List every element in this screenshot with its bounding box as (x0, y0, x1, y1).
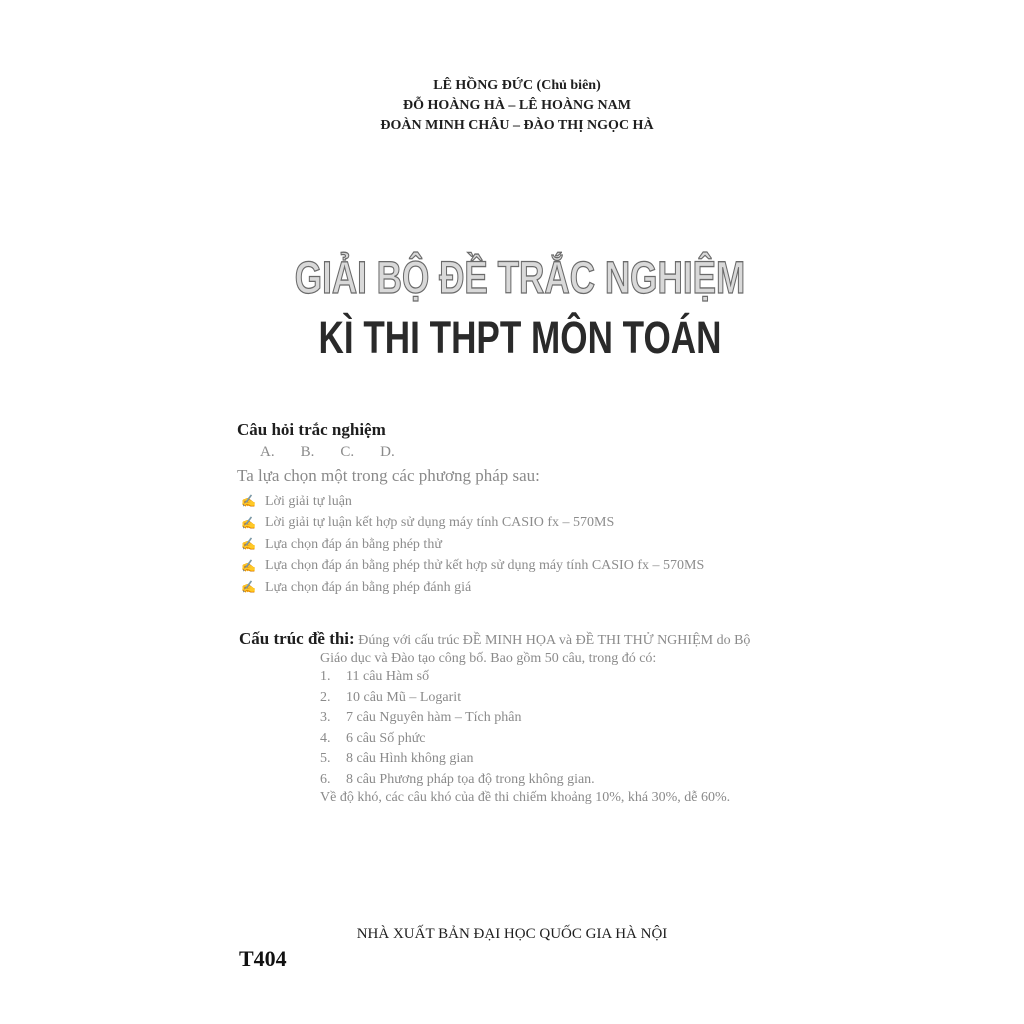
method-item (241, 513, 704, 535)
topic-item (320, 749, 595, 770)
method-text: Lời giải tự luận (265, 493, 352, 509)
method-text: Lựa chọn đáp án bằng phép thử (265, 536, 442, 552)
topic-number: 6. (320, 771, 331, 787)
writing-hand-icon: ✍ (241, 515, 256, 530)
method-text: Lựa chọn đáp án bằng phép đánh giá (265, 579, 472, 595)
topic-item (320, 770, 595, 791)
topic-item (320, 688, 595, 709)
writing-hand-icon: ✍ (241, 494, 256, 509)
topic-item (320, 667, 595, 688)
method-text: Lời giải tự luận kết hợp sử dụng máy tính CASIO fx – 570MS (265, 515, 615, 531)
option-c: C. (340, 444, 355, 460)
author-list (0, 76, 1024, 136)
method-text: Lựa chọn đáp án bằng phép thử kết hợp sử dụng máy tính CASIO fx – 570MS (265, 558, 705, 574)
option-a: A. (260, 444, 275, 460)
answer-options (260, 444, 395, 461)
publisher-name: NHÀ XUẤT BẢN ĐẠI HỌC QUỐC GIA HÀ NỘI (356, 926, 668, 942)
topic-number: 5. (320, 751, 331, 767)
topic-number: 4. (320, 730, 331, 746)
topic-text: 10 câu Mũ – Logarit (346, 689, 462, 705)
book-title-line-1: GIẢI BỘ ĐỀ TRẮC NGHIỆM (294, 252, 746, 303)
structure-text-2: Giáo dục và Đào tạo công bố. Bao gồm 50 câu, trong đó có: (320, 651, 657, 666)
option-d: D. (380, 444, 395, 460)
writing-hand-icon: ✍ (241, 558, 256, 573)
difficulty-note: Về độ khó, các câu khó của đề thi chiếm khoảng 10%, khá 30%, dễ 60%. (320, 790, 731, 805)
method-item (241, 534, 704, 556)
method-item (241, 556, 704, 578)
writing-hand-icon: ✍ (241, 537, 256, 552)
structure-text-1: Đúng với cấu trúc ĐỀ MINH HỌA và ĐỀ THI THỬ NGHIỆM do Bộ (358, 633, 751, 648)
topic-item (320, 729, 595, 750)
topic-text: 6 câu Số phức (346, 730, 426, 746)
topic-list (320, 667, 595, 790)
author-line-1: LÊ HỒNG ĐỨC (Chủ biên) (433, 78, 601, 93)
option-b: B. (300, 444, 315, 460)
topic-number: 1. (320, 669, 331, 685)
method-item (241, 577, 704, 599)
multiple-choice-heading: Câu hỏi trắc nghiệm (237, 420, 386, 439)
writing-hand-icon: ✍ (241, 580, 256, 595)
method-list (241, 491, 704, 599)
topic-item (320, 708, 595, 729)
structure-line-1 (239, 629, 750, 649)
topic-text: 8 câu Hình không gian (346, 751, 474, 767)
author-line-2: ĐỖ HOÀNG HÀ – LÊ HOÀNG NAM (403, 98, 631, 113)
topic-text: 7 câu Nguyên hàm – Tích phân (346, 710, 522, 726)
method-item (241, 491, 704, 513)
topic-number: 3. (320, 710, 331, 726)
book-code: T404 (239, 946, 287, 971)
methods-intro: Ta lựa chọn một trong các phương pháp sau: (237, 466, 540, 485)
author-line-3: ĐOÀN MINH CHÂU – ĐÀO THỊ NGỌC HÀ (380, 118, 654, 133)
structure-label: Cấu trúc đề thi: (239, 629, 355, 648)
topic-text: 11 câu Hàm số (346, 669, 430, 685)
book-title-line-2: KÌ THI THPT MÔN TOÁN (318, 312, 722, 363)
topic-number: 2. (320, 689, 331, 705)
topic-text: 8 câu Phương pháp tọa độ trong không gian. (346, 771, 595, 787)
